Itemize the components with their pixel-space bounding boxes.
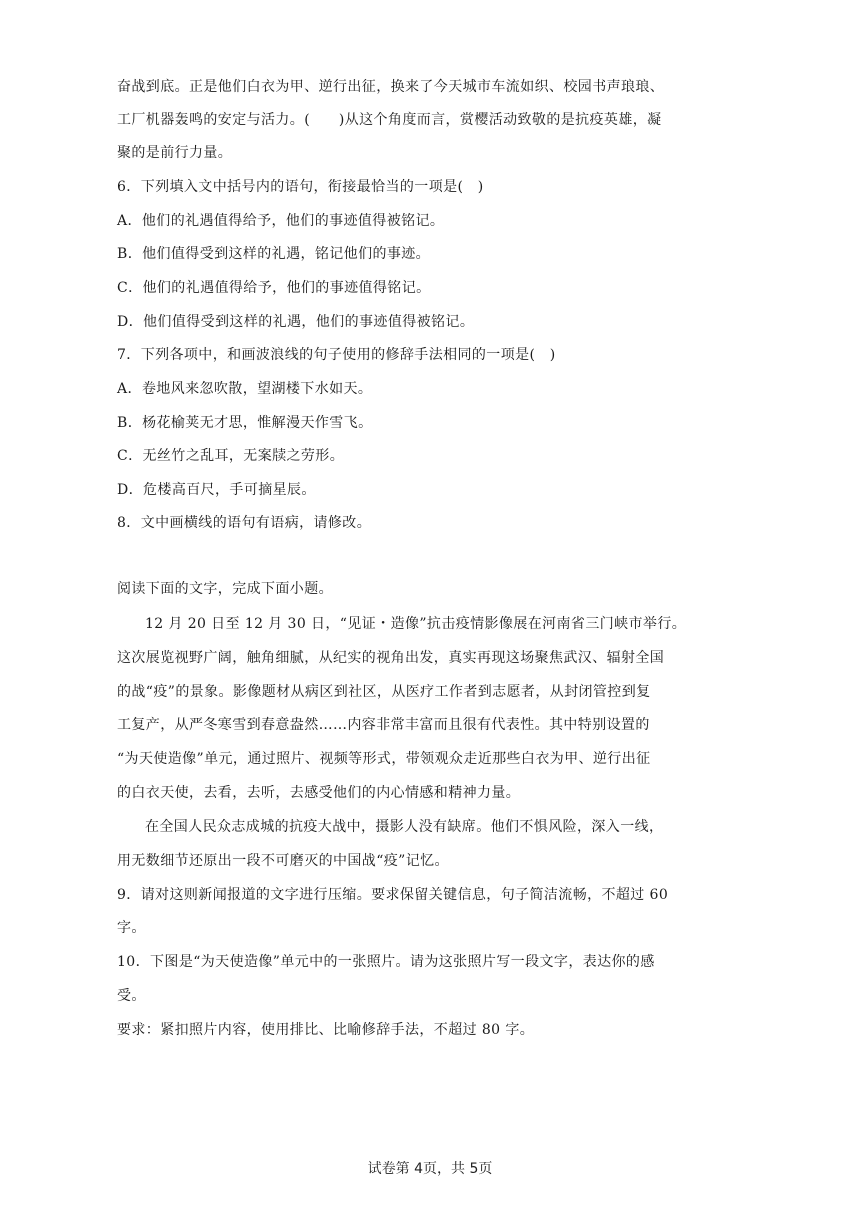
passage-line: 聚的是前行力量。: [117, 145, 233, 161]
question-6-option-b: B．他们值得受到这样的礼遇，铭记他们的事迹。: [117, 246, 431, 262]
news-paragraph-1-line: 工复产，从严冬寒雪到春意盎然……内容非常丰富而且很有代表性。其中特别设置的: [117, 717, 650, 733]
section-2-intro: 阅读下面的文字，完成下面小题。: [117, 581, 333, 597]
question-9-stem: 9．请对这则新闻报道的文字进行压缩。要求保留关键信息，句子简洁流畅，不超过 60: [117, 887, 669, 903]
question-10-requirement: 要求：紧扣照片内容，使用排比、比喻修辞手法，不超过 80 字。: [117, 1022, 535, 1038]
question-7-option-c: C．无丝竹之乱耳，无案牍之劳形。: [117, 448, 345, 464]
question-9-stem: 字。: [117, 920, 146, 936]
news-paragraph-2-line: 用无数细节还原出一段不可磨灭的中国战“疫”记忆。: [117, 853, 449, 869]
passage-line: 工厂机器轰鸣的安定与活力。( )从这个角度而言，赏樱活动致敬的是抗疫英雄，凝: [117, 112, 662, 128]
question-7-option-b: B．杨花榆荚无才思，惟解漫天作雪飞。: [117, 415, 373, 431]
question-6-option-a: A．他们的礼遇值得给予，他们的事迹值得被铭记。: [117, 213, 445, 229]
news-paragraph-1-line: “为天使造像”单元，通过照片、视频等形式，带领观众走近那些白衣为甲、逆行出征: [117, 751, 651, 767]
news-paragraph-1-line: 这次展览视野广阔，触角细腻，从纪实的视角出发，真实再现这场聚焦武汉、辐射全国: [117, 650, 665, 666]
question-7-option-a: A．卷地风来忽吹散，望湖楼下水如天。: [117, 381, 373, 397]
question-10-stem: 受。: [117, 988, 146, 1004]
passage-line: 奋战到底。正是他们白衣为甲、逆行出征，换来了今天城市车流如织、校园书声琅琅、: [117, 79, 665, 95]
question-6-stem: 6．下列填入文中括号内的语句，衔接最恰当的一项是( ): [117, 179, 484, 195]
question-7-option-d: D．危楼高百尺，手可摘星辰。: [117, 482, 316, 498]
news-paragraph-1-line: 的战“疫”的景象。影像题材从病区到社区，从医疗工作者到志愿者，从封闭管控到复: [117, 684, 651, 700]
question-6-option-c: C．他们的礼遇值得给予，他们的事迹值得铭记。: [117, 280, 431, 296]
question-7-stem: 7．下列各项中，和画波浪线的句子使用的修辞手法相同的一项是( ): [117, 347, 556, 363]
question-10-stem: 10．下图是“为天使造像”单元中的一张照片。请为这张照片写一段文字，表达你的感: [117, 954, 655, 970]
question-6-option-d: D．他们值得受到这样的礼遇，他们的事迹值得被铭记。: [117, 314, 475, 330]
question-8-stem: 8．文中画横线的语句有语病，请修改。: [117, 515, 372, 531]
page-footer: 试卷第 4页，共 5页: [367, 1161, 493, 1177]
news-paragraph-2-line: 在全国人民众志成城的抗疫大战中，摄影人没有缺席。他们不惧风险，深入一线，: [145, 819, 664, 835]
news-paragraph-1-line: 的白衣天使，去看，去听，去感受他们的内心情感和精神力量。: [117, 785, 521, 801]
news-paragraph-1-line: 12 月 20 日至 12 月 30 日，“见证・造像”抗击疫情影像展在河南省三门峡市举行。: [145, 616, 687, 632]
